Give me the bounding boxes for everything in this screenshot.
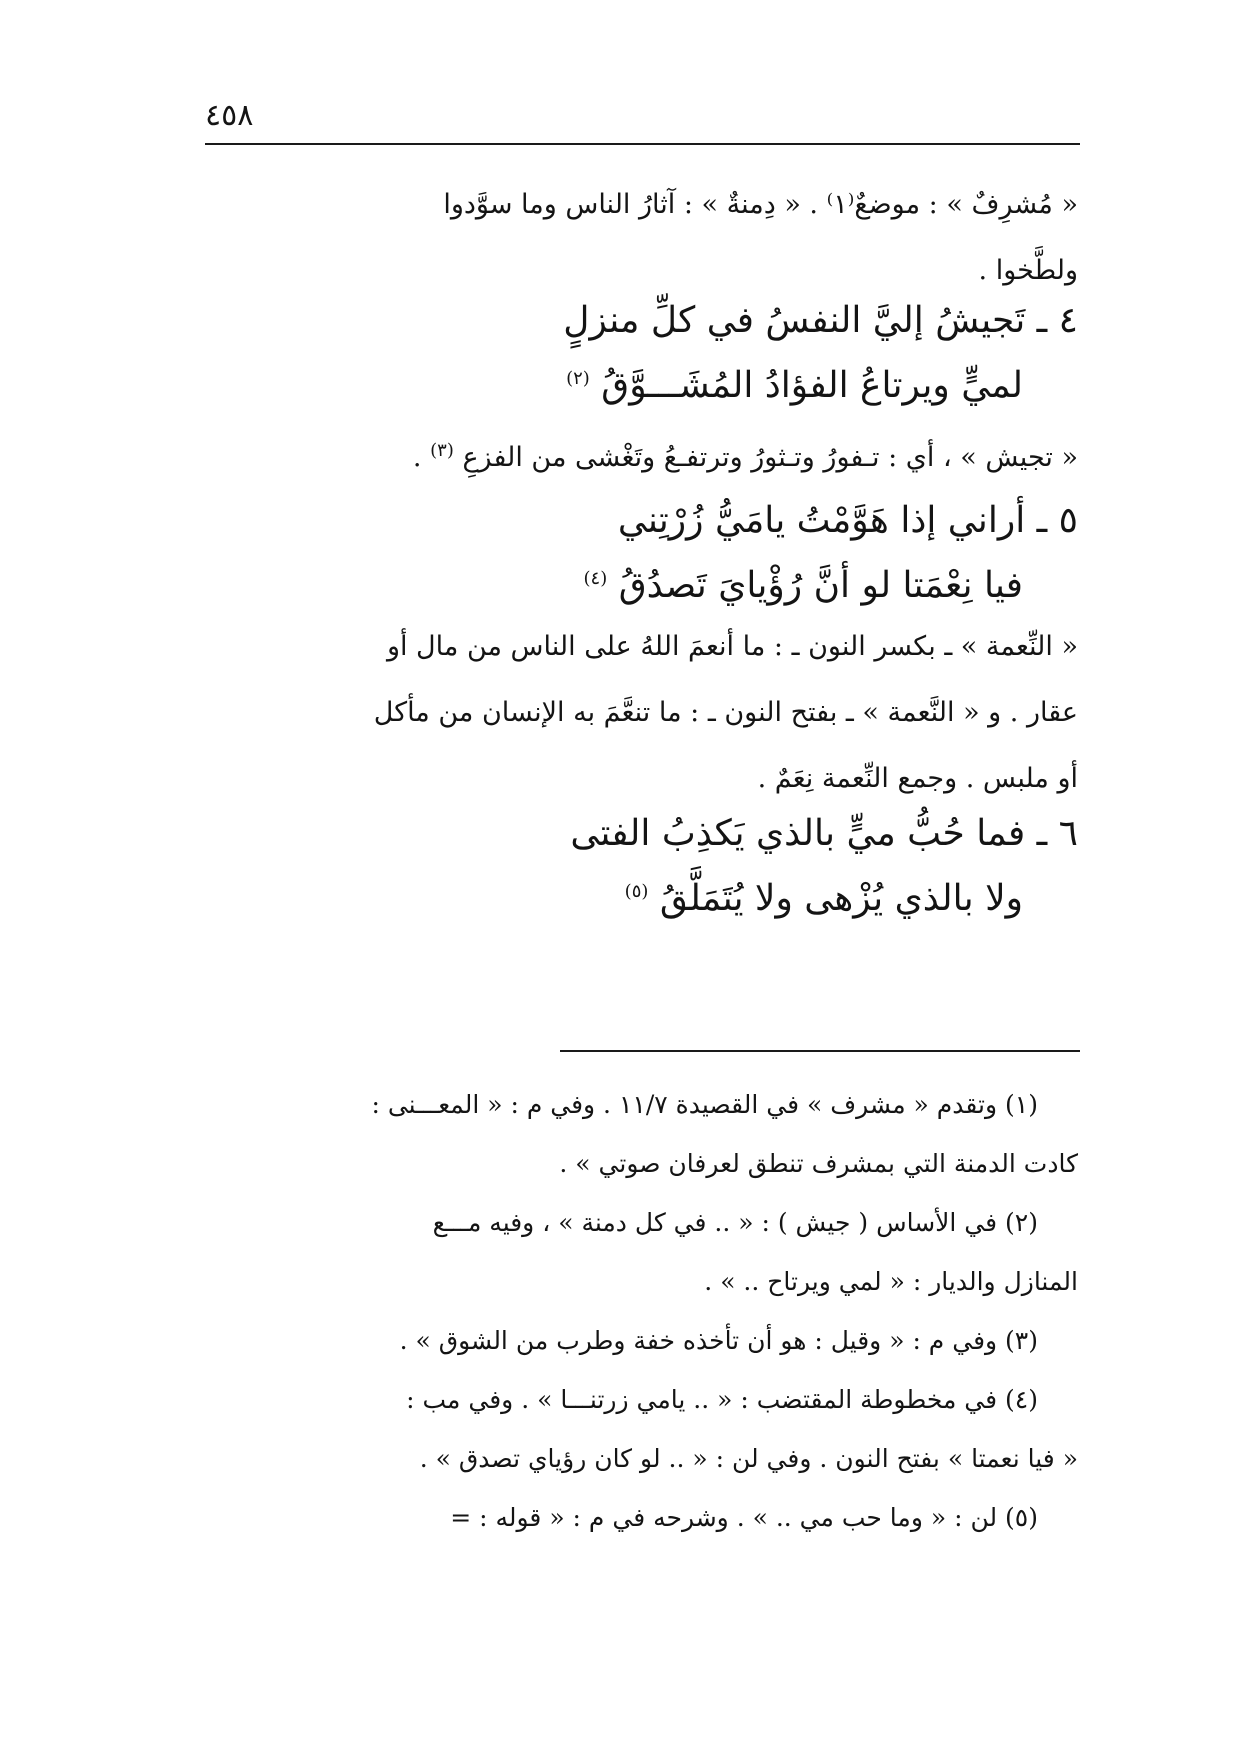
verse-text: لميٍّ ويرتاعُ الفؤادُ المُشَـــوَّقُ <box>601 365 1023 406</box>
footnote-1-cont: كادت الدمنة التي بمشرف تنطق لعرفان صوتي » . <box>559 1149 1078 1178</box>
footnote-3: (٣) وفي م : « وقيل : هو أن تأخذه خفة وطرب من الشوق » . <box>399 1326 1038 1355</box>
gloss-line: « مُشرِفٌ » : موضعٌ⁽١⁾ . « دِمنةٌ » : آثارُ الناس وما سوَّدوا <box>443 189 1078 220</box>
footnote-marker: (٤) <box>583 568 608 589</box>
gloss-tajish <box>218 418 1078 491</box>
gloss-end: . <box>412 442 422 473</box>
page-number: ٤٥٨ <box>205 98 254 133</box>
header-rule <box>205 143 1080 145</box>
gloss-text: « تجيش » ، أي : تـفورُ وتـثورُ وترتفـعُ وتَغْشى من الفزعِ <box>462 442 1078 473</box>
verse-4 <box>218 292 1078 415</box>
footnotes <box>208 1075 1078 1547</box>
footnote-1: (١) وتقدم « مشرف » في القصيدة ١١/٧ . وفي م : « المعـــنى : <box>371 1090 1038 1119</box>
verse-text: ولا بالذي يُزْهى ولا يُتَمَلَّقُ <box>659 878 1023 919</box>
footnote-rule <box>560 1050 1080 1052</box>
verse-first-hemistich: ٦ ـ فما حُبُّ ميٍّ بالذي يَكذِبُ الفتى <box>570 813 1078 854</box>
footnote-marker: (٢) <box>566 368 590 389</box>
verse-first-hemistich: ٤ ـ تَجيشُ إليَّ النفسُ في كلِّ منزلٍ <box>563 300 1078 341</box>
gloss-line <box>218 418 1078 491</box>
gloss-line: ولطَّخوا . <box>978 255 1078 286</box>
footnote-5: (٥) لن : « وما حب مي .. » . وشرحه في م : « قوله : = <box>450 1503 1038 1532</box>
footnote-4-cont: « فيا نعمتا » بفتح النون . وفي لن : « .. لو كان رؤياي تصدق » . <box>419 1444 1078 1473</box>
verse-second-hemistich <box>218 350 1078 415</box>
gloss-nima <box>218 614 1078 812</box>
footnote-4: (٤) في مخطوطة المقتضب : « .. يامي زرتنـــا » . وفي مب : <box>406 1385 1038 1414</box>
verse-first-hemistich: ٥ ـ أراني إذا هَوَّمْتُ يامَيُّ زُرْتِني <box>617 500 1078 541</box>
footnote-2-cont: المنازل والديار : « لمي ويرتاح .. » . <box>704 1267 1078 1296</box>
verse-6 <box>218 805 1078 928</box>
verse-5 <box>218 492 1078 615</box>
gloss-line: أو ملبس . وجمع النِّعمة نِعَمٌ . <box>757 763 1078 794</box>
verse-second-hemistich <box>218 550 1078 615</box>
footnote-marker: (٣) <box>430 440 454 461</box>
verse-text: فيا نِعْمَتا لو أنَّ رُؤْيايَ تَصدُقُ <box>618 565 1023 606</box>
verse-second-hemistich <box>218 863 1078 928</box>
gloss-mushrif <box>218 172 1078 304</box>
footnote-marker: (٥) <box>624 881 649 902</box>
footnote-2: (٢) في الأساس ( جيش ) : « .. في كل دمنة » ، وفيه مـــع <box>432 1208 1038 1237</box>
gloss-line: عقار . و « النَّعمة » ـ بفتح النون ـ : ما تنعَّمَ به الإنسان من مأكل <box>373 697 1078 728</box>
gloss-line: « النِّعمة » ـ بكسر النون ـ : ما أنعمَ اللهُ على الناس من مال أو <box>386 631 1078 662</box>
